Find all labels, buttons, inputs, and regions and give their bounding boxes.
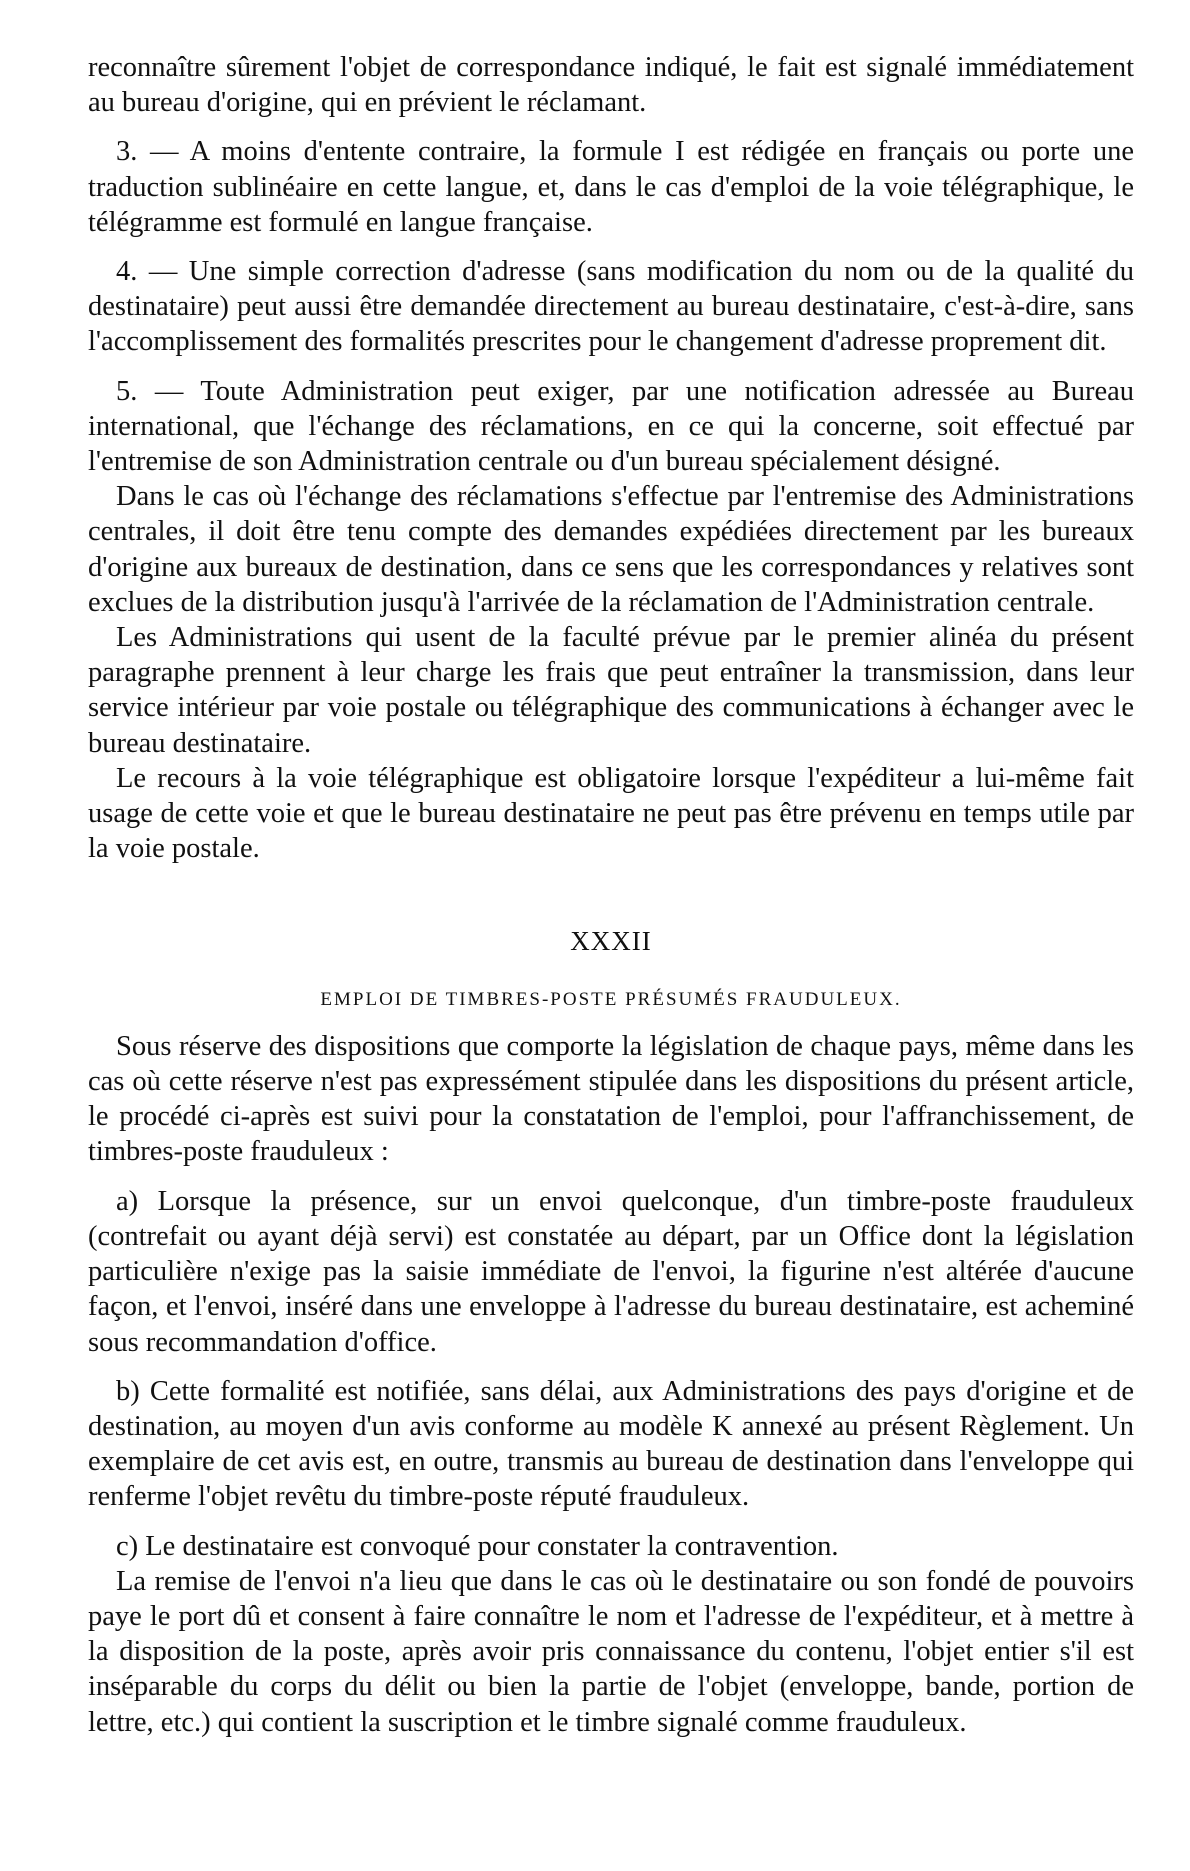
paragraph-intro: Sous réserve des dispositions que comporte la législation de chaque pays, même dans les cas où cette réserve n'est pas expressément stipulée dans les dispositions du présent article, le procédé ci-après est suivi pour la constatation de l'emploi, pour l'affranchissement, de timbres-poste frauduleux : bbox=[88, 1030, 1134, 1168]
paragraph-b: b) Cette formalité est notifiée, sans délai, aux Administrations des pays d'origine et de destination, au moyen d'un avis conforme au modèle K annexé au présent Règlement. Un exemplaire de cet avis est, en outre, transmis au bureau de destination dans l'enveloppe qui renferme l'objet revêtu du timbre-poste réputé frauduleux. bbox=[88, 1375, 1134, 1513]
paragraph-5-third: Les Administrations qui usent de la faculté prévue par le premier alinéa du présent paragraphe prennent à leur charge les frais que peut entraîner la transmission, dans leur service intérieur par voie postale ou télégraphique des communications à échanger avec le bureau destinataire. bbox=[88, 622, 1134, 759]
paragraph-5: 5. — Toute Administration peut exiger, par une notification adressée au Bureau international, que l'échange des réclamations, en ce qui la concerne, soit effectué par l'entremise de son Administration centrale ou d'un bureau spécialement désigné. bbox=[88, 375, 1134, 478]
paragraph-continuation: reconnaître sûrement l'objet de correspondance indiqué, le fait est signalé immédiatement au bureau d'origine, qui en prévient le réclamant. bbox=[88, 52, 1134, 119]
paragraph-5-second: Dans le cas où l'échange des réclamations s'effectue par l'entremise des Administrations centrales, il doit être tenu compte des demandes expédiées directement par les bureaux d'origine aux bureaux de destination, dans ce sens que les correspondances y relatives sont exclues de la distribution jusqu'à l'arrivée de la réclamation de l'Administration centrale. bbox=[88, 481, 1134, 618]
paragraph-c: c) Le destinataire est convoqué pour constater la contravention. bbox=[116, 1530, 839, 1562]
paragraph-a: a) Lorsque la présence, sur un envoi quelconque, d'un timbre-poste frauduleux (contrefait ou ayant déjà servi) est constatée au départ, par un Office dont la législation particulière n'exige pas la saisie immédiate de l'envoi, la figurine n'est altérée d'aucune façon, et l'envoi, inséré dans une enveloppe à l'adresse du bureau destinataire, est acheminé sous recommandation d'office. bbox=[88, 1185, 1134, 1358]
paragraph-3: 3. — A moins d'entente contraire, la formule I est rédigée en français ou porte une traduction sublinéaire en cette langue, et, dans le cas d'emploi de la voie télégraphique, le télégramme est formulé en langue française. bbox=[88, 136, 1134, 238]
section-title: EMPLOI DE TIMBRES-POSTE PRÉSUMÉS FRAUDULEUX. bbox=[320, 988, 902, 1010]
section-number: XXXII bbox=[570, 926, 652, 957]
paragraph-4: 4. — Une simple correction d'adresse (sans modification du nom ou de la qualité du destinataire) peut aussi être demandée directement au bureau destinataire, c'est-à-dire, sans l'accomplissement des formalités prescrites pour le changement d'adresse proprement dit. bbox=[88, 256, 1134, 358]
paragraph-5-fourth: Le recours à la voie télégraphique est obligatoire lorsque l'expéditeur a lui-même fait usage de cette voie et que le bureau destinataire ne peut pas être prévenu en temps utile par la voie postale. bbox=[88, 762, 1134, 865]
paragraph-c-second: La remise de l'envoi n'a lieu que dans le cas où le destinataire ou son fondé de pouvoirs paye le port dû et consent à faire connaître le nom et l'adresse de l'expéditeur, et à mettre à la disposition de la poste, après avoir pris connaissance du contenu, l'objet entier s'il est inséparable du corps du délit ou bien la partie de l'objet (enveloppe, bande, portion de lettre, etc.) qui contient la suscription et le timbre signalé comme frauduleux. bbox=[88, 1565, 1134, 1738]
